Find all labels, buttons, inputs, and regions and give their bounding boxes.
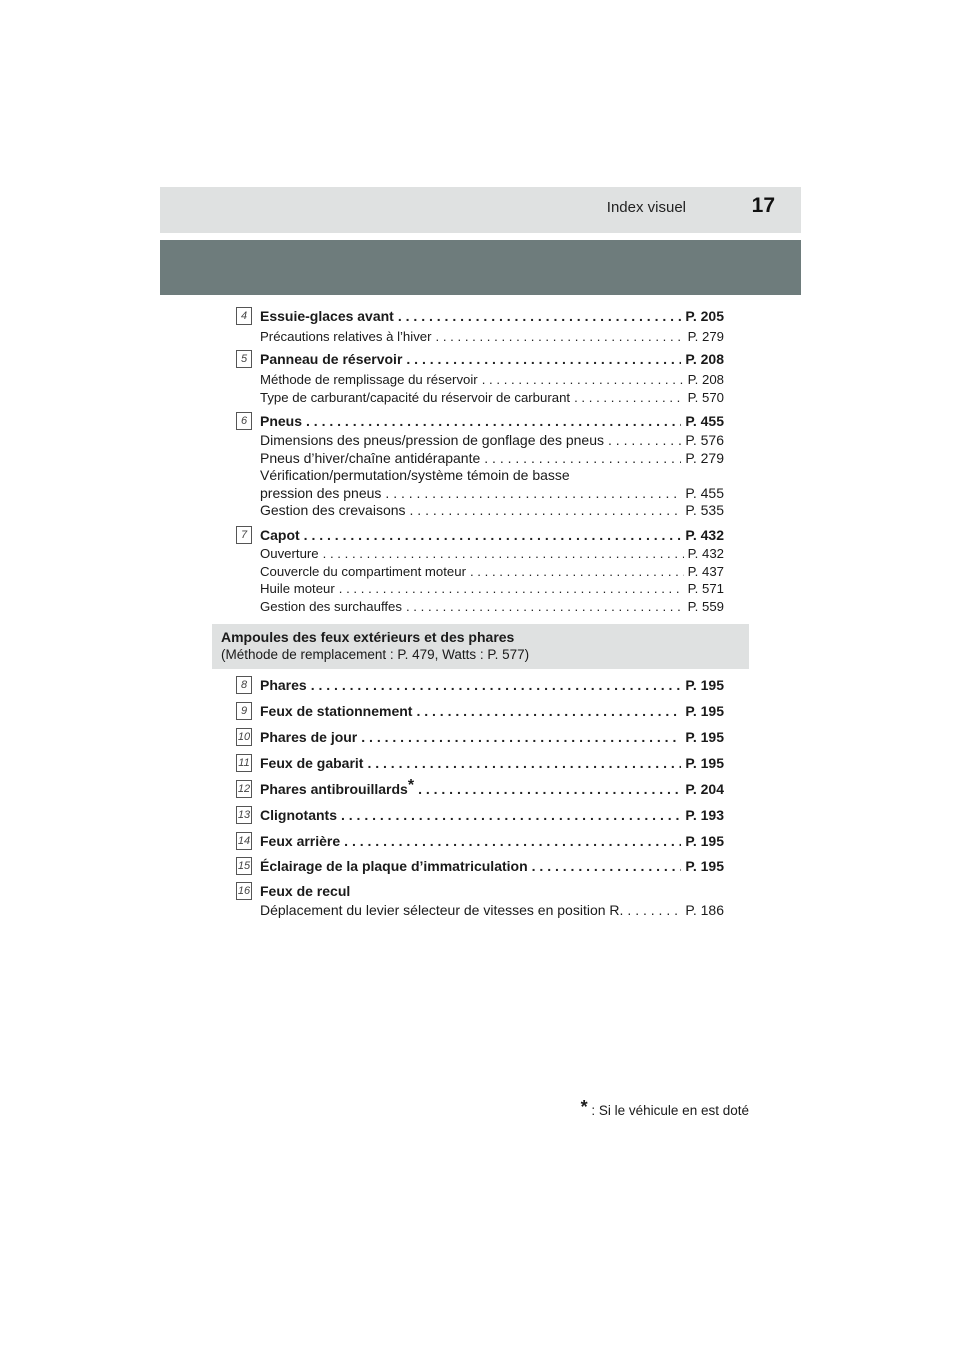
- entry-label: Clignotants: [260, 807, 337, 823]
- index-line[interactable]: [260, 806, 724, 824]
- entry-label: Ouverture: [260, 546, 319, 561]
- index-line[interactable]: [260, 563, 724, 581]
- page-ref: P. 195: [685, 729, 724, 745]
- entry-label: Gestion des crevaisons: [260, 502, 406, 518]
- bulbs-title: Ampoules des feux extérieurs et des phares: [221, 629, 515, 645]
- footnote: [581, 1097, 749, 1118]
- page-ref: P. 455: [685, 413, 724, 429]
- item-number-badge: 4: [236, 307, 252, 325]
- item-number-badge: 5: [236, 350, 252, 368]
- index-entry: [236, 754, 724, 772]
- index-line: [260, 882, 724, 900]
- item-number-badge: 14: [236, 832, 252, 850]
- index-line[interactable]: [260, 676, 724, 694]
- page-ref: P. 432: [687, 546, 724, 561]
- entry-label: Feux de stationnement: [260, 703, 413, 719]
- page-ref: P. 570: [687, 389, 724, 405]
- entry-label: Gestion des surchauffes: [260, 598, 402, 614]
- entry-label: Type de carburant/capacité du réservoir de carburant: [260, 389, 571, 405]
- index-line[interactable]: [260, 371, 724, 389]
- index-line[interactable]: [260, 389, 724, 407]
- asterisk-marker: *: [407, 777, 415, 794]
- entry-label: Feux arrière: [260, 833, 341, 849]
- asterisk-marker: *: [580, 1097, 588, 1117]
- item-number-badge: 13: [236, 806, 252, 824]
- page-ref: P. 279: [685, 449, 724, 466]
- index-line[interactable]: [260, 328, 724, 346]
- section-banner: [160, 240, 801, 295]
- entry-label: Vérification/permutation/système témoin de basse: [260, 467, 570, 483]
- entry-label: Pneus: [260, 413, 303, 429]
- page-ref: P. 279: [687, 329, 724, 344]
- bulbs-subtitle: (Méthode de remplacement : P. 479, Watts : P. 577): [221, 647, 530, 662]
- index-entry: [236, 882, 724, 920]
- item-number-badge: 12: [236, 780, 252, 798]
- entry-label: Précautions relatives à l’hiver: [260, 329, 432, 344]
- item-number-badge: 16: [236, 882, 252, 900]
- entry-label: Phares: [260, 677, 307, 693]
- index-entry: [236, 676, 724, 694]
- page-ref: P. 195: [685, 833, 724, 849]
- index-entry: [236, 412, 724, 520]
- index-line[interactable]: [260, 777, 724, 798]
- index-entry: [236, 350, 724, 406]
- index-line: [260, 467, 724, 485]
- index-line[interactable]: [260, 350, 724, 368]
- entry-label: Capot: [260, 527, 300, 543]
- item-number-badge: 7: [236, 526, 252, 544]
- page-ref: P. 205: [685, 308, 724, 324]
- page-ref: P. 571: [687, 581, 724, 596]
- page-header: [160, 187, 801, 233]
- index-line[interactable]: [260, 450, 724, 468]
- item-number-badge: 11: [236, 754, 252, 772]
- index-entry: [236, 526, 724, 615]
- item-number-badge: 15: [236, 857, 252, 875]
- index-entry: [236, 728, 724, 746]
- bulbs-section-box: [212, 624, 749, 669]
- entry-label: Panneau de réservoir: [260, 351, 403, 367]
- index-line[interactable]: [260, 598, 724, 616]
- page-ref: P. 208: [687, 372, 724, 387]
- entry-label: Essuie-glaces avant: [260, 308, 394, 324]
- page-ref: P. 195: [685, 858, 724, 874]
- item-number-badge: 9: [236, 702, 252, 720]
- index-entry: [236, 702, 724, 720]
- entry-label: pression des pneus: [260, 484, 382, 501]
- entry-label: Feux de gabarit: [260, 755, 364, 771]
- index-line[interactable]: [260, 307, 724, 325]
- entry-label: Phares de jour: [260, 729, 358, 745]
- index-entry: [236, 307, 724, 346]
- index-entry: [236, 832, 724, 850]
- page-ref: P. 204: [685, 781, 724, 797]
- index-line[interactable]: [260, 526, 724, 544]
- page-number: 17: [751, 194, 775, 217]
- page-ref: P. 432: [685, 527, 724, 543]
- page-ref: P. 195: [685, 677, 724, 693]
- page-ref: P. 437: [687, 563, 724, 579]
- page-ref: P. 186: [685, 902, 724, 918]
- page-ref: P. 193: [685, 807, 724, 823]
- index-entry: [236, 777, 724, 798]
- entry-label: Couvercle du compartiment moteur: [260, 563, 466, 579]
- index-line[interactable]: [260, 902, 724, 920]
- entry-label: Pneus d’hiver/chaîne antidérapante: [260, 449, 481, 466]
- entry-label: Huile moteur: [260, 581, 335, 596]
- section-title: Index visuel: [606, 199, 686, 216]
- item-number-badge: 8: [236, 676, 252, 694]
- entry-label: Dimensions des pneus/pression de gonflage des pneus: [260, 432, 605, 448]
- page-ref: P. 208: [685, 351, 724, 367]
- page-ref: P. 455: [685, 484, 724, 501]
- page-ref: P. 195: [685, 703, 724, 719]
- index-line[interactable]: [260, 832, 724, 850]
- page-ref: P. 535: [685, 502, 724, 518]
- index-entry: [236, 806, 724, 824]
- index-line[interactable]: [260, 857, 724, 875]
- index-line[interactable]: [260, 702, 724, 720]
- page-ref: P. 576: [685, 432, 724, 448]
- index-line[interactable]: [260, 580, 724, 598]
- entry-label: Phares antibrouillards*: [260, 777, 415, 797]
- index-line[interactable]: [260, 728, 724, 746]
- page-ref: P. 195: [685, 755, 724, 771]
- item-number-badge: 6: [236, 412, 252, 430]
- entry-label: Feux de recul: [260, 883, 351, 899]
- page-ref: P. 559: [687, 598, 724, 614]
- item-number-badge: 10: [236, 728, 252, 746]
- index-line[interactable]: [260, 485, 724, 503]
- entry-label: Éclairage de la plaque d’immatriculation: [260, 858, 528, 874]
- index-line[interactable]: [260, 412, 724, 430]
- index-entry: [236, 857, 724, 875]
- entry-label: Déplacement du levier sélecteur de vitesses en position R.: [260, 902, 624, 918]
- index-line[interactable]: [260, 432, 724, 450]
- index-line[interactable]: [260, 545, 724, 563]
- entry-label: Méthode de remplissage du réservoir: [260, 372, 478, 387]
- footnote-text: : Si le véhicule en est doté: [591, 1103, 749, 1118]
- index-line[interactable]: [260, 754, 724, 772]
- index-line[interactable]: [260, 502, 724, 520]
